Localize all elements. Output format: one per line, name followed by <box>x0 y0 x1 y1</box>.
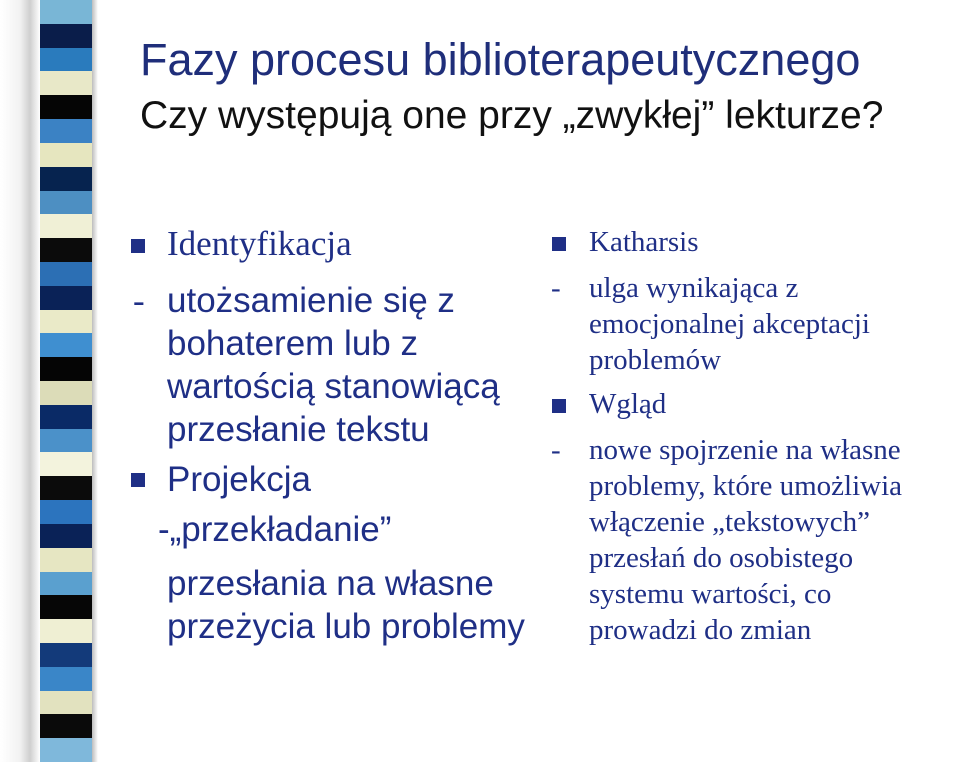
stripe-segment <box>40 691 92 715</box>
stripe-segment <box>40 310 92 334</box>
katharsis-line-1: ulga wynikająca z <box>589 272 799 304</box>
square-bullet-icon <box>131 239 145 253</box>
katharsis-line-2: emocjonalnej akceptacji <box>589 308 870 340</box>
stripe-segment <box>40 500 92 524</box>
heading-projekcja: Projekcja <box>167 460 311 499</box>
stripe-segment <box>40 524 92 548</box>
stripe-segment <box>40 572 92 596</box>
slide-subtitle: Czy występują one przy „zwykłej” lekturze? <box>140 94 884 137</box>
dash-marker: - <box>133 281 145 320</box>
stripe-segment <box>40 238 92 262</box>
identyfikacja-line-2: bohaterem lub z <box>167 324 418 363</box>
stripe-segment <box>40 381 92 405</box>
decorative-shadow <box>92 0 98 762</box>
stripe-segment <box>40 71 92 95</box>
stripe-segment <box>40 48 92 72</box>
projekcja-line-3: przeżycia lub problemy <box>167 607 525 646</box>
square-bullet-icon <box>552 399 566 413</box>
projekcja-line-1: -„przekładanie” <box>158 510 392 549</box>
stripe-segment <box>40 214 92 238</box>
projekcja-line-2: przesłania na własne <box>167 564 494 603</box>
heading-katharsis: Katharsis <box>589 226 699 258</box>
decorative-stripes <box>40 0 92 762</box>
stripe-segment <box>40 333 92 357</box>
stripe-segment <box>40 262 92 286</box>
stripe-segment <box>40 119 92 143</box>
stripe-segment <box>40 143 92 167</box>
stripe-segment <box>40 452 92 476</box>
stripe-segment <box>40 95 92 119</box>
wglad-line-2: problemy, które umożliwia <box>589 470 903 502</box>
stripe-segment <box>40 619 92 643</box>
identyfikacja-line-4: przesłanie tekstu <box>167 410 430 449</box>
identyfikacja-line-1: utożsamienie się z <box>167 281 455 320</box>
square-bullet-icon <box>131 473 145 487</box>
slide-title: Fazy procesu biblioterapeutycznego <box>140 34 861 85</box>
square-bullet-icon <box>552 237 566 251</box>
stripe-segment <box>40 476 92 500</box>
stripe-segment <box>40 595 92 619</box>
stripe-segment <box>40 667 92 691</box>
stripe-segment <box>40 24 92 48</box>
katharsis-line-3: problemów <box>589 344 722 376</box>
wglad-line-4: przesłań do osobistego <box>589 542 854 574</box>
stripe-segment <box>40 548 92 572</box>
wglad-line-1: nowe spojrzenie na własne <box>589 434 901 466</box>
stripe-segment <box>40 405 92 429</box>
stripe-segment <box>40 429 92 453</box>
stripe-segment <box>40 738 92 762</box>
wglad-line-5: systemu wartości, co <box>589 578 832 610</box>
dash-marker: - <box>551 434 561 466</box>
stripe-segment <box>40 167 92 191</box>
heading-wglad: Wgląd <box>589 388 667 420</box>
wglad-line-6: prowadzi do zmian <box>589 614 812 646</box>
identyfikacja-line-3: wartością stanowiącą <box>167 367 500 406</box>
stripe-segment <box>40 643 92 667</box>
dash-marker: - <box>551 272 561 304</box>
stripe-segment <box>40 357 92 381</box>
heading-identyfikacja: Identyfikacja <box>167 224 352 263</box>
stripe-segment <box>40 0 92 24</box>
stripe-segment <box>40 286 92 310</box>
stripe-segment <box>40 191 92 215</box>
wglad-line-3: włączenie „tekstowych” <box>589 506 870 538</box>
stripe-segment <box>40 714 92 738</box>
